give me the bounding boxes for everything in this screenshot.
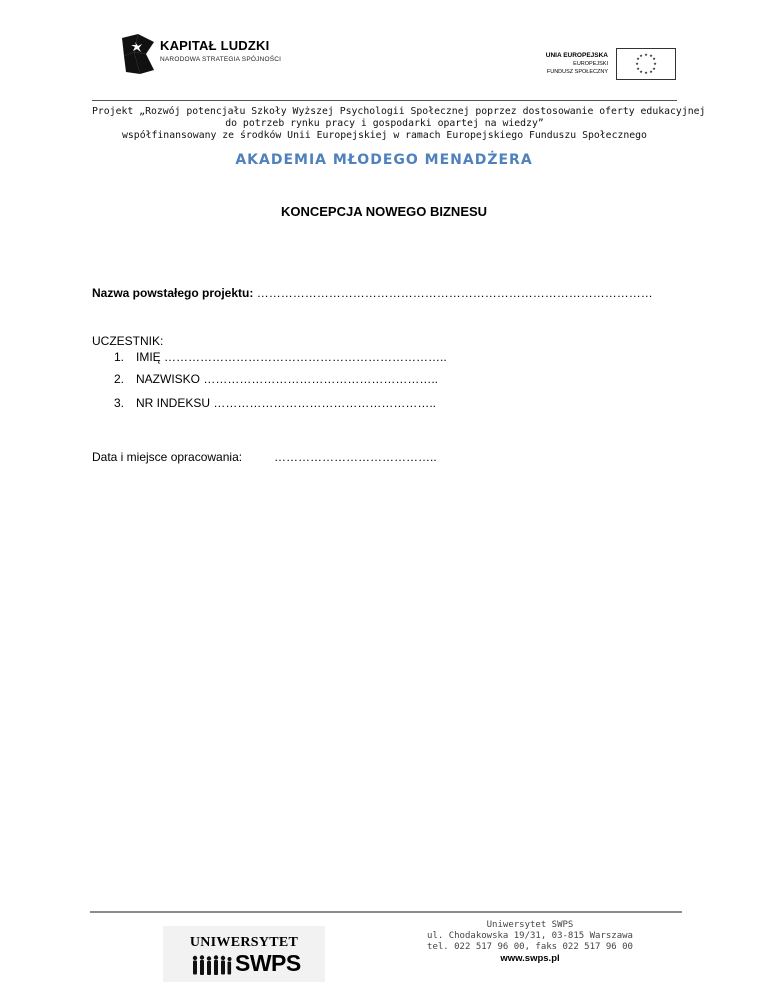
list-number: 1.: [114, 350, 125, 364]
list-item-text: NR INDEKSU ………………………………………………..: [136, 396, 437, 410]
project-name-field: [92, 286, 653, 300]
svg-text:★: ★: [652, 66, 656, 71]
participant-label: UCZESTNIK:: [92, 334, 164, 348]
svg-text:★: ★: [636, 56, 640, 61]
svg-text:★: ★: [652, 56, 656, 61]
eu-flag-icon: [616, 48, 676, 80]
svg-text:★: ★: [649, 53, 653, 58]
people-silhouettes-icon: [191, 954, 233, 976]
list-item-text: IMIĘ ……………………………………………………………..: [136, 350, 447, 364]
participant-item-last-name: [114, 372, 438, 386]
eu-logo-line-2: EUROPEJSKI: [573, 61, 608, 67]
footer-address-line-1: Uniwersytet SWPS: [486, 920, 574, 930]
academy-title: AKADEMIA MŁODEGO MENADŻERA: [235, 152, 533, 168]
footer-address-line-3: tel. 022 517 96 00, faks 022 517 96 00: [427, 942, 633, 952]
svg-text:★: ★: [639, 69, 643, 74]
kapital-ludzki-logo: [120, 32, 300, 78]
kapital-ludzki-title: KAPITAŁ LUDZKI: [160, 38, 270, 53]
eu-logo: [540, 48, 680, 78]
header-divider: [92, 100, 677, 101]
svg-text:★: ★: [644, 52, 648, 57]
swps-logo-top-text: UNIWERSYTET: [189, 935, 299, 950]
document-title: KONCEPCJA NOWEGO BIZNESU: [280, 204, 488, 219]
footer-address: [380, 920, 680, 964]
participant-item-first-name: [114, 350, 447, 364]
footer-divider: [90, 911, 682, 913]
project-line-3: współfinansowany ze środków Unii Europejskiej w ramach Europejskiego Funduszu Społecznego: [122, 130, 647, 141]
eu-logo-line-1: UNIA EUROPEJSKA: [545, 52, 608, 59]
list-item-text: NAZWISKO …………………………………………………..: [136, 372, 439, 386]
eu-logo-line-3: FUNDUSZ SPOŁECZNY: [546, 69, 608, 75]
svg-text:★: ★: [636, 66, 640, 71]
kapital-ludzki-mark-icon: [120, 32, 156, 76]
svg-text:★: ★: [653, 61, 657, 66]
swps-logo-bottom-text: SWPS: [235, 950, 301, 976]
footer-address-line-2: ul. Chodakowska 19/31, 03-815 Warszawa: [427, 931, 633, 941]
kapital-ludzki-subtitle: NARODOWA STRATEGIA SPÓJNOŚCI: [160, 56, 282, 63]
date-place-label: Data i miejsce opracowania:: [92, 450, 243, 464]
swps-logo: [163, 926, 325, 982]
project-line-1: Projekt „Rozwój potencjału Szkoły Wyższej Psychologii Społecznej poprzez dostosowanie oferty edukacyjnej: [92, 106, 706, 117]
project-name-label: Nazwa powstałego projektu:: [92, 286, 254, 300]
project-line-2: do potrzeb rynku pracy i gospodarki opartej na wiedzy”: [225, 118, 544, 129]
list-number: 3.: [114, 396, 125, 410]
project-name-dots: ………………………………………………………………………………………: [253, 286, 653, 300]
date-place-dots: …………………………………..: [274, 450, 437, 464]
svg-text:★: ★: [649, 69, 653, 74]
list-number: 2.: [114, 372, 125, 386]
eu-logo-text: [546, 52, 608, 76]
svg-text:★: ★: [635, 61, 639, 66]
svg-text:★: ★: [639, 53, 643, 58]
svg-text:★: ★: [644, 70, 648, 75]
participant-item-index-number: [114, 396, 436, 410]
project-description: [92, 106, 706, 142]
footer-website-link[interactable]: www.swps.pl: [500, 953, 560, 964]
